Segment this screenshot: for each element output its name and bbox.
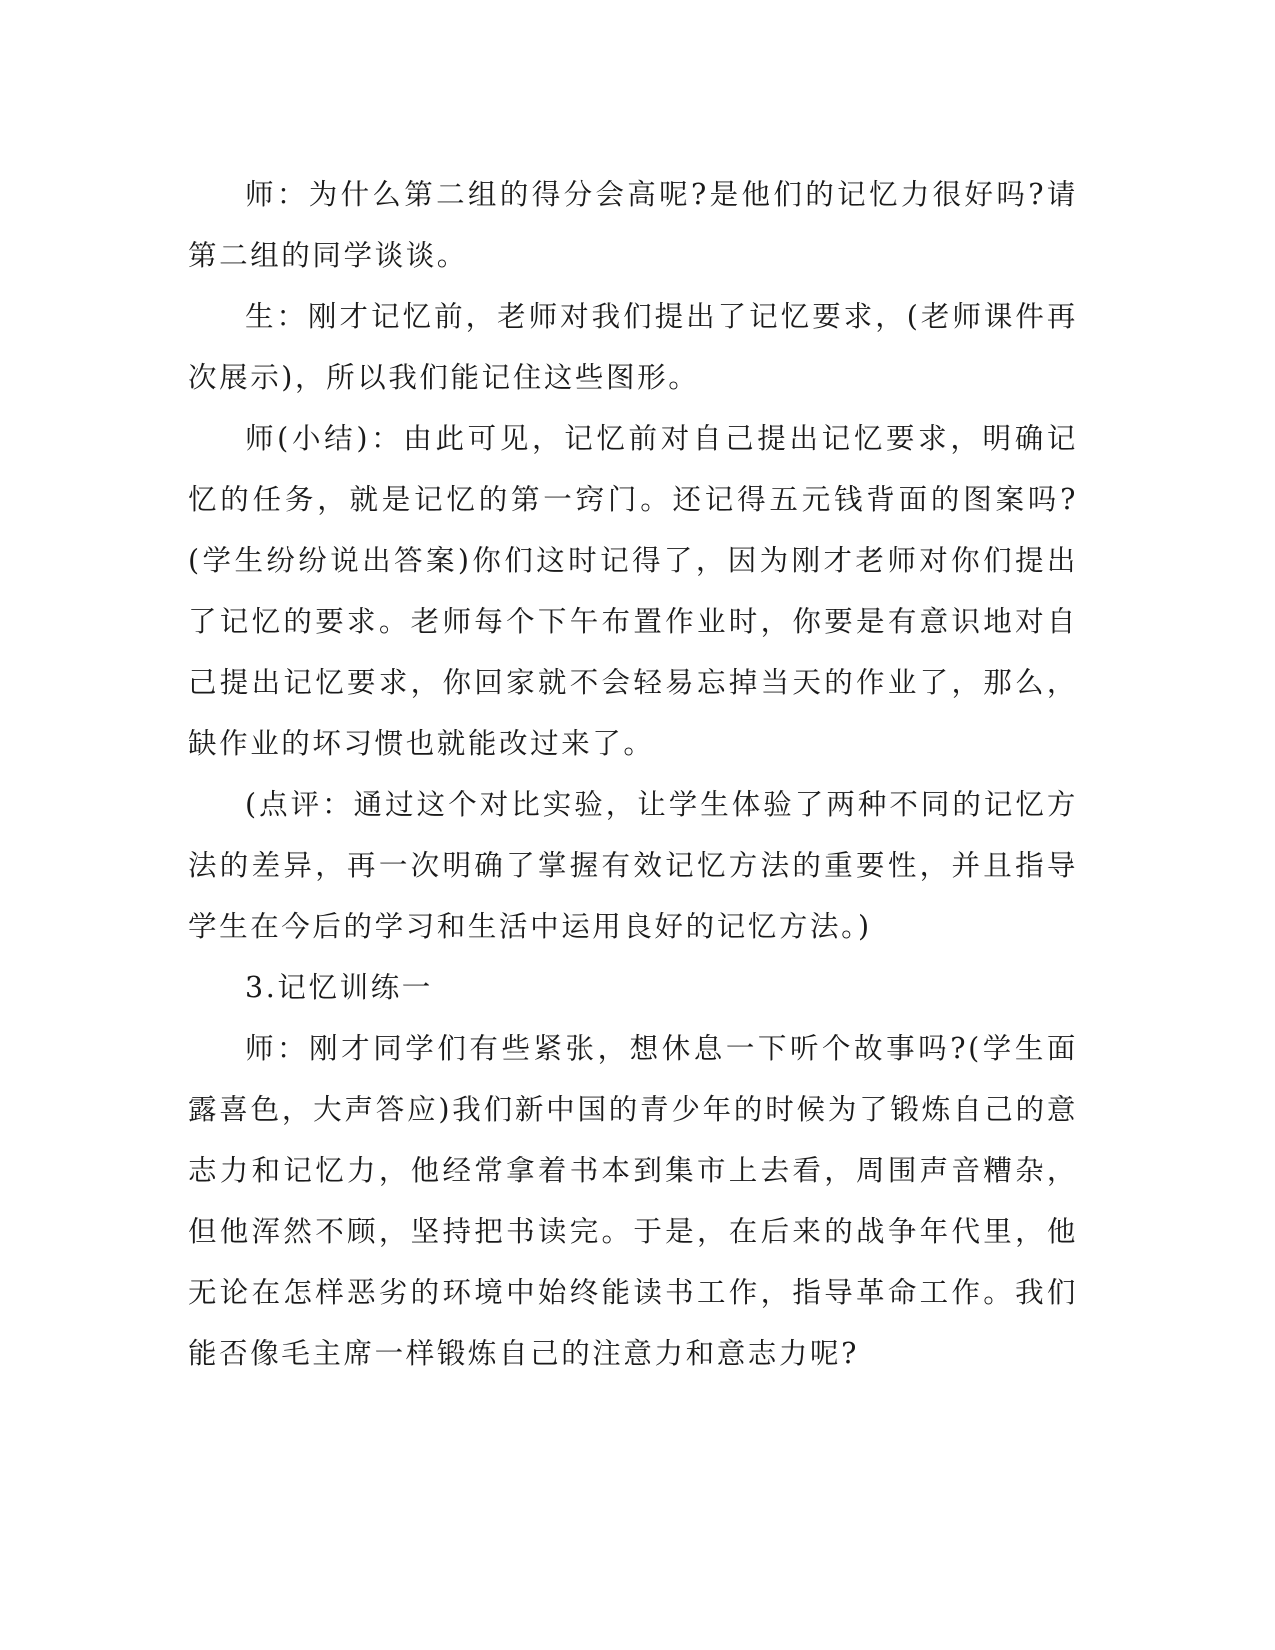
paragraph-teacher-summary: 师(小结)：由此可见，记忆前对自己提出记忆要求，明确记忆的任务，就是记忆的第一窍门。还记得五元钱背面的图案吗?(学生纷纷说出答案)你们这时记得了，因为刚才老师对你们提出了记忆的要求。老师每个下午布置作业时，你要是有意识地对自己提出记忆要求，你回家就不会轻易忘掉当天的作业了，那么，缺作业的坏习惯也就能改过来了。: [188, 422, 1078, 760]
document-body: [188, 164, 1078, 1384]
paragraph-teacher-question: 师：为什么第二组的得分会高呢?是他们的记忆力很好吗?请第二组的同学谈谈。: [188, 178, 1078, 272]
section-heading-memory-training: 3.记忆训练一: [245, 971, 433, 1004]
paragraph-teacher-story: 师：刚才同学们有些紧张，想休息一下听个故事吗?(学生面露喜色，大声答应)我们新中国的青少年的时候为了锻炼自己的意志力和记忆力，他经常拿着书本到集市上去看，周围声音糟杂，但他浑然不顾，坚持把书读完。于是，在后来的战争年代里，他无论在怎样恶劣的环境中始终能读书工作，指导革命工作。我们能否像毛主席一样锻炼自己的注意力和意志力呢?: [188, 1032, 1078, 1370]
paragraph-commentary: (点评：通过这个对比实验，让学生体验了两种不同的记忆方法的差异，再一次明确了掌握有效记忆方法的重要性，并且指导学生在今后的学习和生活中运用良好的记忆方法。): [188, 788, 1078, 943]
paragraph-student-answer: 生：刚才记忆前，老师对我们提出了记忆要求，(老师课件再次展示)，所以我们能记住这些图形。: [188, 300, 1078, 394]
